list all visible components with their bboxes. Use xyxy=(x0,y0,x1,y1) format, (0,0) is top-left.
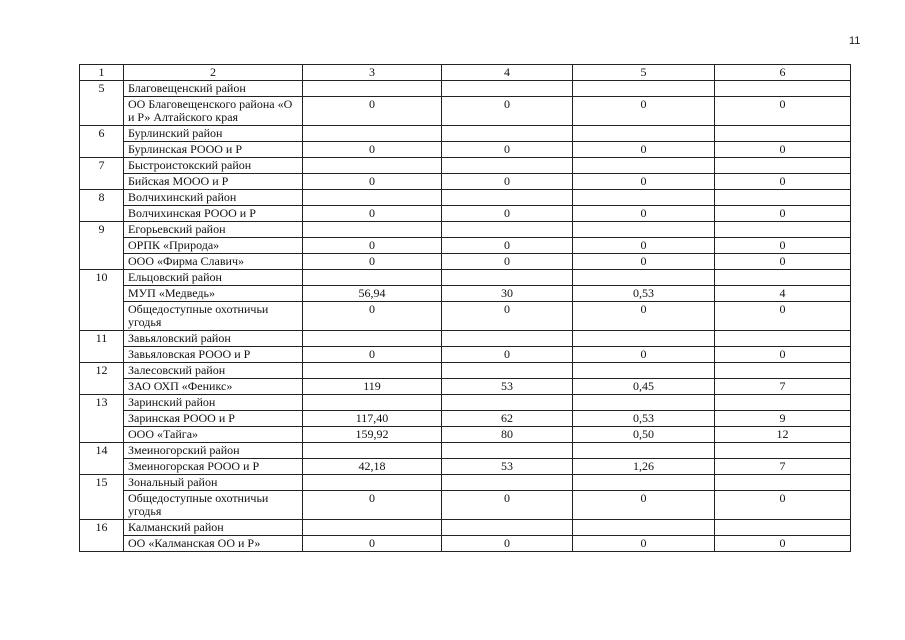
value-cell-col6: 0 xyxy=(715,97,851,126)
org-name: ОРПК «Природа» xyxy=(124,238,303,254)
district-name: Змеиногорский район xyxy=(124,443,303,459)
org-row xyxy=(80,174,851,190)
district-row xyxy=(80,520,851,536)
district-row xyxy=(80,190,851,206)
district-row xyxy=(80,363,851,379)
value-cell-col4: 53 xyxy=(442,379,573,395)
empty-cell xyxy=(715,443,851,459)
value-cell-col6: 0 xyxy=(715,302,851,331)
empty-cell xyxy=(303,158,442,174)
empty-cell xyxy=(303,222,442,238)
empty-cell xyxy=(442,270,573,286)
org-row xyxy=(80,238,851,254)
org-name: ОО Благовещенского района «О и Р» Алтайского края xyxy=(124,97,303,126)
value-cell-col5: 0 xyxy=(573,206,715,222)
org-name: ЗАО ОХП «Феникс» xyxy=(124,379,303,395)
value-cell-col5: 0,45 xyxy=(573,379,715,395)
value-cell-col5: 0,53 xyxy=(573,286,715,302)
value-cell-col3: 117,40 xyxy=(303,411,442,427)
empty-cell xyxy=(573,475,715,491)
empty-cell xyxy=(573,520,715,536)
org-name: Заринская РООО и Р xyxy=(124,411,303,427)
value-cell-col3: 0 xyxy=(303,254,442,270)
header-cell: 1 xyxy=(80,65,124,81)
value-cell-col4: 0 xyxy=(442,142,573,158)
value-cell-col3: 159,92 xyxy=(303,427,442,443)
value-cell-col4: 0 xyxy=(442,347,573,363)
empty-cell xyxy=(442,363,573,379)
value-cell-col4: 0 xyxy=(442,254,573,270)
empty-cell xyxy=(442,395,573,411)
empty-cell xyxy=(573,331,715,347)
org-row xyxy=(80,206,851,222)
header-cell: 4 xyxy=(442,65,573,81)
row-number: 13 xyxy=(80,395,124,443)
district-name: Быстроистокский район xyxy=(124,158,303,174)
value-cell-col5: 0 xyxy=(573,254,715,270)
value-cell-col6: 7 xyxy=(715,459,851,475)
org-row xyxy=(80,411,851,427)
table-body xyxy=(80,65,851,552)
value-cell-col4: 0 xyxy=(442,302,573,331)
org-name: Общедоступные охотничьи угодья xyxy=(124,491,303,520)
value-cell-col6: 4 xyxy=(715,286,851,302)
org-row xyxy=(80,459,851,475)
district-name: Залесовский район xyxy=(124,363,303,379)
org-name: Бурлинская РООО и Р xyxy=(124,142,303,158)
org-row xyxy=(80,347,851,363)
row-number: 14 xyxy=(80,443,124,475)
org-name: ОО «Калманская ОО и Р» xyxy=(124,536,303,552)
value-cell-col6: 0 xyxy=(715,254,851,270)
empty-cell xyxy=(573,190,715,206)
header-cell: 2 xyxy=(124,65,303,81)
empty-cell xyxy=(715,331,851,347)
org-name: МУП «Медведь» xyxy=(124,286,303,302)
value-cell-col6: 0 xyxy=(715,536,851,552)
district-row xyxy=(80,126,851,142)
value-cell-col6: 0 xyxy=(715,206,851,222)
value-cell-col4: 0 xyxy=(442,97,573,126)
district-row xyxy=(80,222,851,238)
org-row xyxy=(80,254,851,270)
district-name: Зональный район xyxy=(124,475,303,491)
value-cell-col3: 42,18 xyxy=(303,459,442,475)
empty-cell xyxy=(715,158,851,174)
value-cell-col3: 0 xyxy=(303,142,442,158)
empty-cell xyxy=(715,126,851,142)
empty-cell xyxy=(573,126,715,142)
empty-cell xyxy=(715,81,851,97)
empty-cell xyxy=(715,395,851,411)
value-cell-col4: 30 xyxy=(442,286,573,302)
value-cell-col5: 0 xyxy=(573,174,715,190)
value-cell-col4: 80 xyxy=(442,427,573,443)
empty-cell xyxy=(573,395,715,411)
value-cell-col5: 0,50 xyxy=(573,427,715,443)
value-cell-col6: 9 xyxy=(715,411,851,427)
value-cell-col6: 0 xyxy=(715,174,851,190)
district-row xyxy=(80,158,851,174)
empty-cell xyxy=(442,190,573,206)
row-number: 16 xyxy=(80,520,124,552)
district-row xyxy=(80,331,851,347)
empty-cell xyxy=(303,81,442,97)
header-cell: 6 xyxy=(715,65,851,81)
district-name: Калманский район xyxy=(124,520,303,536)
value-cell-col4: 0 xyxy=(442,536,573,552)
org-row xyxy=(80,491,851,520)
org-row xyxy=(80,427,851,443)
value-cell-col6: 0 xyxy=(715,142,851,158)
empty-cell xyxy=(573,158,715,174)
empty-cell xyxy=(573,81,715,97)
value-cell-col4: 62 xyxy=(442,411,573,427)
value-cell-col3: 0 xyxy=(303,347,442,363)
value-cell-col4: 0 xyxy=(442,206,573,222)
org-name: Змеиногорская РООО и Р xyxy=(124,459,303,475)
value-cell-col3: 0 xyxy=(303,97,442,126)
district-name: Благовещенский район xyxy=(124,81,303,97)
value-cell-col4: 0 xyxy=(442,174,573,190)
org-name: Бийская МООО и Р xyxy=(124,174,303,190)
empty-cell xyxy=(442,126,573,142)
value-cell-col3: 0 xyxy=(303,491,442,520)
header-cell: 5 xyxy=(573,65,715,81)
empty-cell xyxy=(573,443,715,459)
value-cell-col3: 119 xyxy=(303,379,442,395)
district-name: Завьяловский район xyxy=(124,331,303,347)
empty-cell xyxy=(303,190,442,206)
district-name: Бурлинский район xyxy=(124,126,303,142)
district-row xyxy=(80,395,851,411)
row-number: 7 xyxy=(80,158,124,190)
value-cell-col5: 0 xyxy=(573,97,715,126)
row-number: 6 xyxy=(80,126,124,158)
value-cell-col5: 0 xyxy=(573,238,715,254)
district-name: Егорьевский район xyxy=(124,222,303,238)
org-name: Волчихинская РООО и Р xyxy=(124,206,303,222)
empty-cell xyxy=(573,222,715,238)
value-cell-col4: 0 xyxy=(442,238,573,254)
empty-cell xyxy=(442,443,573,459)
org-row xyxy=(80,97,851,126)
page-number: 11 xyxy=(849,35,861,47)
org-row xyxy=(80,379,851,395)
value-cell-col3: 0 xyxy=(303,238,442,254)
empty-cell xyxy=(303,475,442,491)
value-cell-col6: 0 xyxy=(715,347,851,363)
empty-cell xyxy=(715,190,851,206)
row-number: 8 xyxy=(80,190,124,222)
value-cell-col3: 0 xyxy=(303,174,442,190)
empty-cell xyxy=(303,443,442,459)
value-cell-col3: 0 xyxy=(303,536,442,552)
value-cell-col4: 53 xyxy=(442,459,573,475)
empty-cell xyxy=(303,126,442,142)
district-name: Ельцовский район xyxy=(124,270,303,286)
org-name: ООО «Тайга» xyxy=(124,427,303,443)
empty-cell xyxy=(715,222,851,238)
value-cell-col3: 0 xyxy=(303,302,442,331)
empty-cell xyxy=(715,363,851,379)
empty-cell xyxy=(442,475,573,491)
header-cell: 3 xyxy=(303,65,442,81)
empty-cell xyxy=(715,520,851,536)
district-row xyxy=(80,81,851,97)
empty-cell xyxy=(715,270,851,286)
empty-cell xyxy=(303,395,442,411)
value-cell-col5: 0,53 xyxy=(573,411,715,427)
empty-cell xyxy=(303,363,442,379)
district-name: Заринский район xyxy=(124,395,303,411)
empty-cell xyxy=(442,222,573,238)
row-number: 12 xyxy=(80,363,124,395)
org-row xyxy=(80,536,851,552)
org-name: Завьяловская РООО и Р xyxy=(124,347,303,363)
empty-cell xyxy=(442,81,573,97)
district-row xyxy=(80,475,851,491)
data-table xyxy=(79,64,851,552)
empty-cell xyxy=(442,520,573,536)
value-cell-col5: 0 xyxy=(573,491,715,520)
empty-cell xyxy=(442,158,573,174)
org-row xyxy=(80,302,851,331)
value-cell-col6: 0 xyxy=(715,491,851,520)
org-row xyxy=(80,286,851,302)
empty-cell xyxy=(303,331,442,347)
empty-cell xyxy=(573,270,715,286)
value-cell-col6: 12 xyxy=(715,427,851,443)
value-cell-col6: 7 xyxy=(715,379,851,395)
row-number: 11 xyxy=(80,331,124,363)
row-number: 9 xyxy=(80,222,124,270)
empty-cell xyxy=(303,520,442,536)
district-name: Волчихинский район xyxy=(124,190,303,206)
value-cell-col3: 56,94 xyxy=(303,286,442,302)
value-cell-col5: 1,26 xyxy=(573,459,715,475)
empty-cell xyxy=(573,363,715,379)
value-cell-col3: 0 xyxy=(303,206,442,222)
empty-cell xyxy=(442,331,573,347)
value-cell-col6: 0 xyxy=(715,238,851,254)
value-cell-col5: 0 xyxy=(573,302,715,331)
empty-cell xyxy=(715,475,851,491)
row-number: 5 xyxy=(80,81,124,126)
district-row xyxy=(80,270,851,286)
value-cell-col5: 0 xyxy=(573,536,715,552)
org-row xyxy=(80,142,851,158)
value-cell-col5: 0 xyxy=(573,142,715,158)
org-name: ООО «Фирма Славич» xyxy=(124,254,303,270)
row-number: 15 xyxy=(80,475,124,520)
org-name: Общедоступные охотничьи угодья xyxy=(124,302,303,331)
value-cell-col4: 0 xyxy=(442,491,573,520)
district-row xyxy=(80,443,851,459)
value-cell-col5: 0 xyxy=(573,347,715,363)
row-number: 10 xyxy=(80,270,124,331)
empty-cell xyxy=(303,270,442,286)
header-row xyxy=(80,65,851,81)
